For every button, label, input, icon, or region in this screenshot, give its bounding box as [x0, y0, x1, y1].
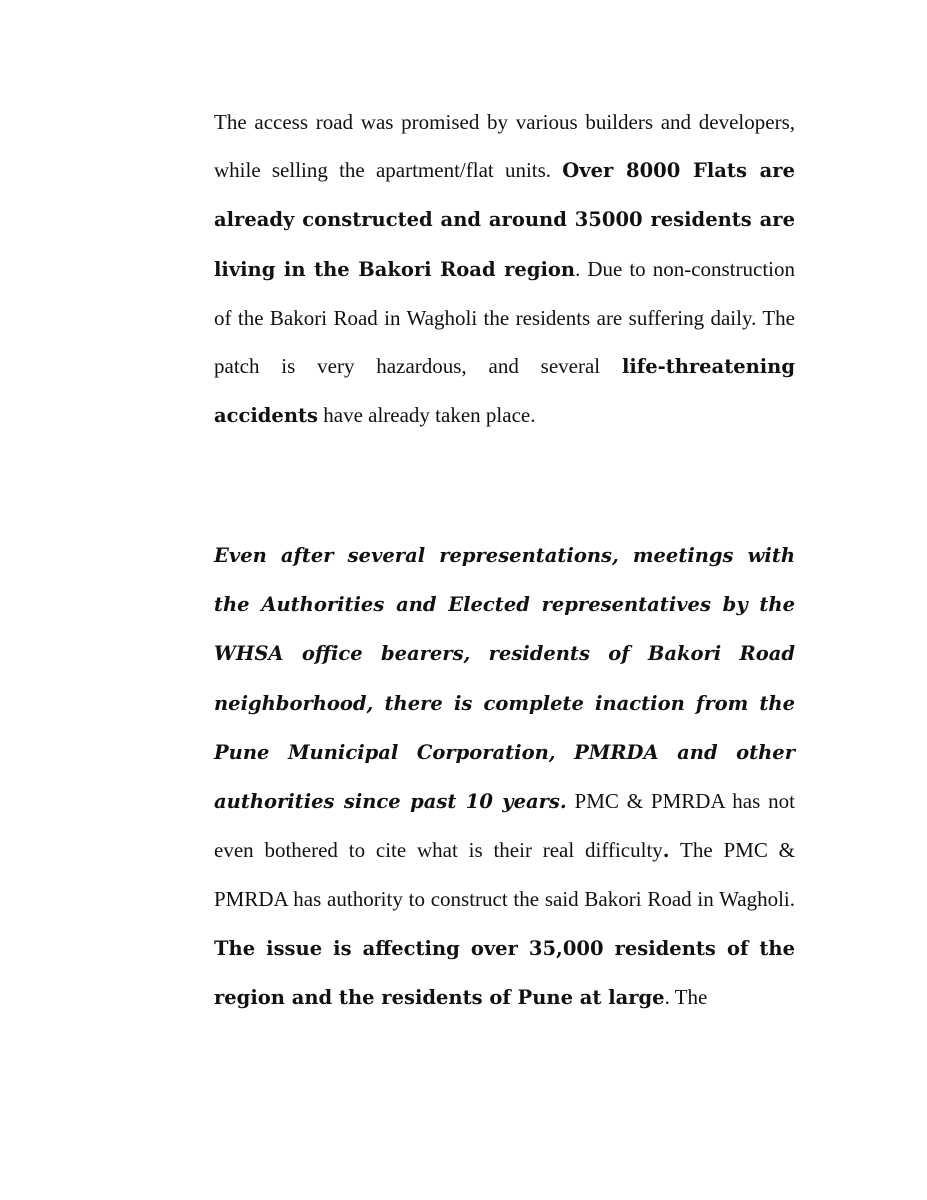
text-segment: . The	[664, 984, 708, 1009]
bold-period: .	[662, 839, 670, 863]
text-segment: PMC & PMRDA has not even bothered to cite what is their real difficulty	[214, 789, 795, 863]
text-segment: have already taken place.	[318, 403, 536, 428]
bold-italic-text-representations: Even after several representations, meetings with the Authorities and Elected representatives by the WHSA office bearers, residents of Bakori Road neighborhood, there is complete inaction from the Pune Municipal Corporation, PMRDA and other authorities since past 10 years.	[214, 544, 795, 814]
text-segment: The PMC & PMRDA has authority to construct the said Bakori Road in Wagholi.	[214, 838, 795, 912]
text-segment: . Due to non-construction of the Bakori Road in Wagholi the residents are suffering daily. The patch is very hazardous, and several	[214, 256, 796, 379]
paragraph-access-road	[214, 98, 795, 440]
bold-text-affected-residents: The issue is affecting over 35,000 residents of the region and the residents of Pune at large	[214, 936, 795, 1009]
paragraph-inaction	[214, 531, 795, 1022]
bold-text-flats-residents: Over 8000 Flats are already constructed and around 35000 residents are living in the Bakori Road region	[214, 159, 795, 281]
bold-text-accidents: life-threatening accidents	[214, 355, 795, 428]
text-segment: The access road was promised by various builders and developers, while selling the apartment/flat units.	[214, 110, 795, 183]
